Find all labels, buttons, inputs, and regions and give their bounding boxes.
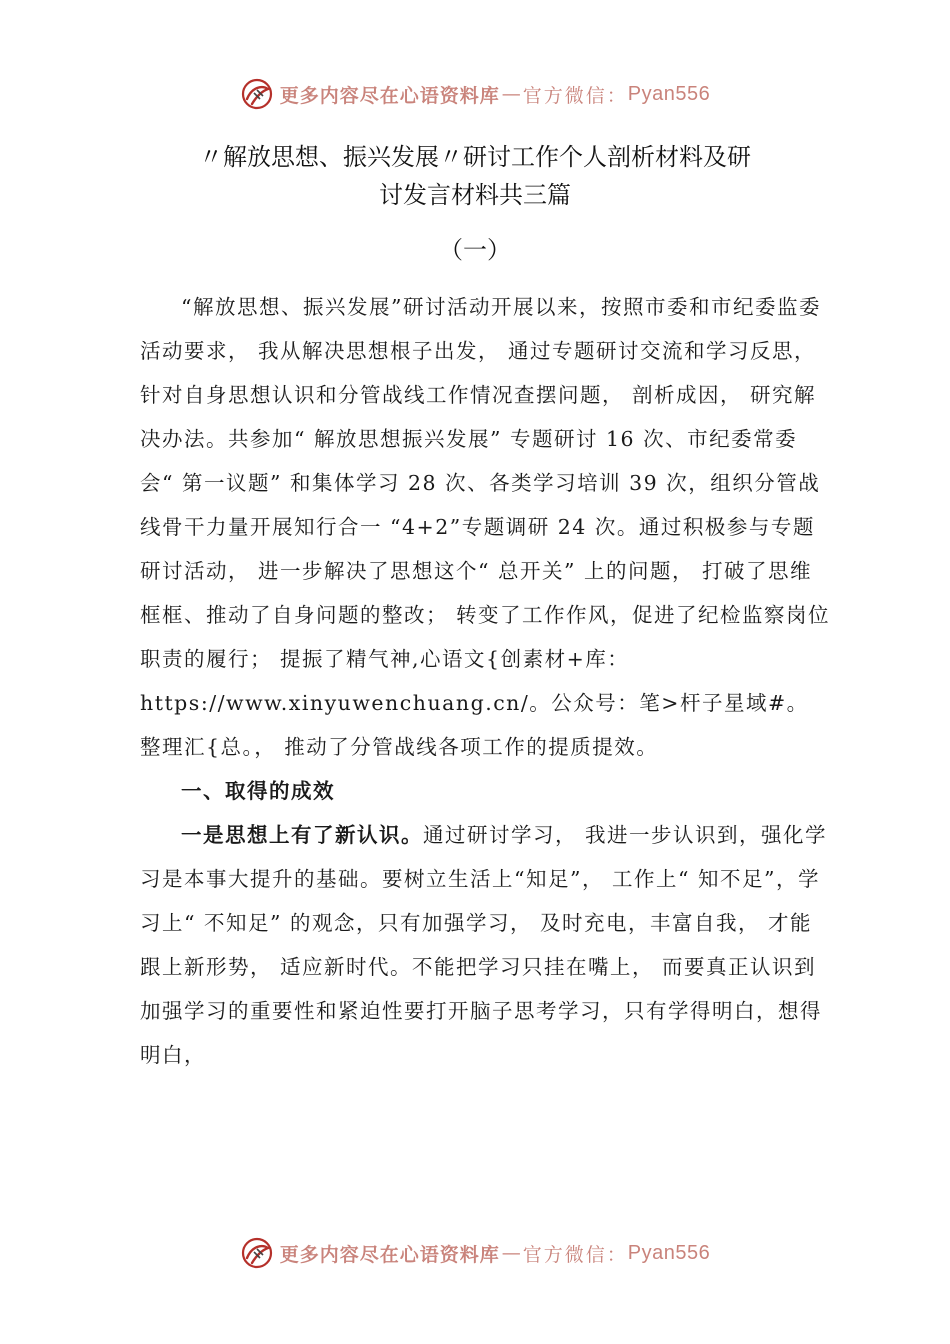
banner-dash: — (501, 83, 521, 105)
banner-wechat: Pyan556 (627, 82, 711, 105)
section-number: （一） (439, 236, 511, 264)
header-banner (0, 74, 950, 114)
document-body (140, 285, 830, 1077)
footer-banner (0, 1233, 950, 1273)
paragraph-first-point (140, 813, 830, 1077)
banner-dash: — (501, 1242, 521, 1264)
banner-official: 官方微信： (522, 1243, 628, 1266)
paragraph-text: 通过研讨学习， 我进一步认识到，强化学习是本事大提升的基础。要树立生活上“知足”， 工作上“ 知不足”，学习上“ 不知足” 的观念，只有加强学习， 及时充电，丰富自我， 才能跟上新形势， 适应新时代。不能把学习只挂在嘴上， 而要真正认识到加强学习的重要性和紧迫性要打开脑子思考学习，只有学得明白，想得明白， (140, 823, 828, 1067)
banner-official: 官方微信： (522, 84, 628, 107)
heading-achievements: 一、取得的成效 (181, 779, 335, 803)
paragraph-lead: 一是思想上有了新认识。 (181, 823, 423, 847)
banner-wechat: Pyan556 (627, 1241, 711, 1264)
seal-logo-icon (240, 1236, 274, 1270)
banner-brand: 更多内容尽在心语资料库 (279, 84, 500, 107)
banner-brand: 更多内容尽在心语资料库 (279, 1243, 500, 1266)
title-line-2: 讨发言材料共三篇 (379, 181, 571, 209)
document-title (120, 138, 830, 214)
paragraph-intro: “解放思想、振兴发展”研讨活动开展以来，按照市委和市纪委监委活动要求， 我从解决思想根子出发， 通过专题研讨交流和学习反思， 针对自身思想认识和分管战线工作情况查摆问题， 剖析成因， 研究解决办法。共参加“ 解放思想振兴发展” 专题研讨 16 次、市纪委常委会“ 第一议题” 和集体学习 28 次、各类学习培训 39 次，组织分管战线骨干力量开展知行合一 “4+2”专题调研 24 次。通过积极参与专题研讨活动， 进一步解决了思想这个“ 总开关” 上的问题， 打破了思维框框、推动了自身问题的整改； 转变了工作作风，促进了纪检监察岗位职责的履行； 提振了精气神,心语文{创素材+库：https://www.xinyuwenchuang.cn/。公众号：笔>杆子星域#。整理汇{总。， 推动了分管战线各项工作的提质提效。 (140, 295, 831, 759)
seal-logo-icon (240, 77, 274, 111)
title-line-1: 〃解放思想、振兴发展〃研讨工作个人剖析材料及研 (199, 143, 751, 171)
